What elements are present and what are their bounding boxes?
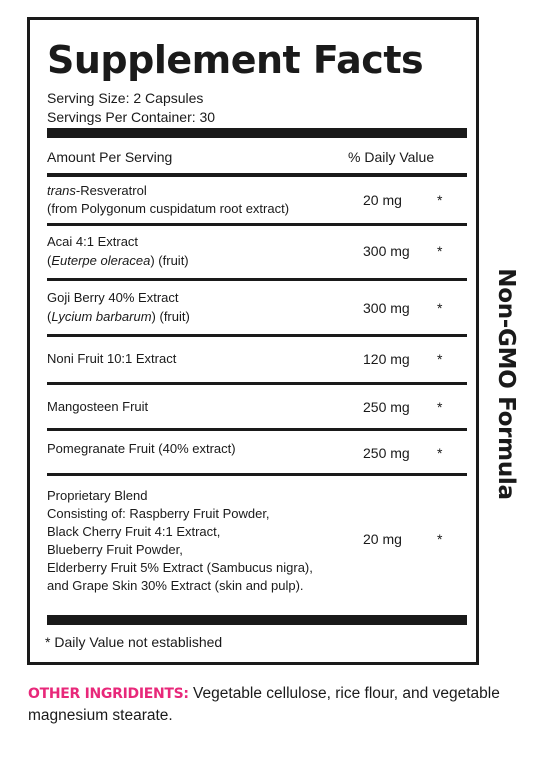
other-ingredients-text: Vegetable cellulose, rice flour, and vegetable magnesium stearate. xyxy=(28,685,500,724)
row-divider xyxy=(47,278,467,281)
ingredient-source: (Euterpe oleracea) (fruit) xyxy=(47,253,189,268)
ingredient-dv: * xyxy=(437,531,443,547)
blend-line: Blueberry Fruit Powder, xyxy=(47,542,183,557)
servings-per-container: Servings Per Container: 30 xyxy=(47,109,216,125)
ingredient-dv: * xyxy=(437,351,443,367)
side-label xyxy=(490,258,522,510)
ingredient-amount: 250 mg xyxy=(363,445,410,461)
ingredient-row xyxy=(47,398,467,422)
header-divider xyxy=(47,173,467,177)
thick-divider xyxy=(47,128,467,138)
ingredient-dv: * xyxy=(437,300,443,316)
ingredient-name: Pomegranate Fruit (40% extract) xyxy=(47,441,236,456)
blend-line: Proprietary Blend xyxy=(47,488,148,503)
ingredient-dv: * xyxy=(437,192,443,208)
ingredient-name: Noni Fruit 10:1 Extract xyxy=(47,351,177,366)
ingredient-name: trans-Resveratrol xyxy=(47,183,147,198)
panel-title: Supplement Facts xyxy=(47,38,424,82)
ingredient-row xyxy=(47,232,467,272)
other-ingredients-label: OTHER INGRIDIENTS: xyxy=(28,686,189,702)
ingredient-row xyxy=(47,181,467,221)
row-divider xyxy=(47,334,467,337)
ingredient-amount: 250 mg xyxy=(363,399,410,415)
ingredient-row xyxy=(47,350,467,374)
ingredient-amount: 20 mg xyxy=(363,192,402,208)
ingredient-dv: * xyxy=(437,445,443,461)
ingredient-amount: 20 mg xyxy=(363,531,402,547)
ingredient-amount: 300 mg xyxy=(363,243,410,259)
ingredient-row xyxy=(47,440,467,464)
row-divider xyxy=(47,382,467,385)
ingredient-row xyxy=(47,487,467,607)
ingredient-amount: 120 mg xyxy=(363,351,410,367)
blend-line: and Grape Skin 30% Extract (skin and pulp). xyxy=(47,578,304,593)
ingredient-name: Mangosteen Fruit xyxy=(47,399,149,414)
footnote: * Daily Value not established xyxy=(45,634,223,650)
blend-line: Elderberry Fruit 5% Extract (Sambucus nigra), xyxy=(47,560,313,575)
other-ingredients xyxy=(28,683,508,726)
ingredient-dv: * xyxy=(437,243,443,259)
ingredient-row xyxy=(47,288,467,328)
non-gmo-label: Non-GMO Formula xyxy=(493,268,519,500)
ingredient-name: Goji Berry 40% Extract xyxy=(47,290,179,305)
amount-per-serving-header: Amount Per Serving xyxy=(47,149,173,165)
ingredient-amount: 300 mg xyxy=(363,300,410,316)
row-divider xyxy=(47,428,467,431)
row-divider xyxy=(47,223,467,226)
ingredient-source: (from Polygonum cuspidatum root extract) xyxy=(47,201,290,216)
row-divider xyxy=(47,473,467,476)
serving-size: Serving Size: 2 Capsules xyxy=(47,90,204,106)
daily-value-header: % Daily Value xyxy=(348,149,435,165)
supplement-facts-panel xyxy=(27,17,479,665)
ingredient-name: Acai 4:1 Extract xyxy=(47,234,139,249)
ingredient-dv: * xyxy=(437,399,443,415)
blend-line: Black Cherry Fruit 4:1 Extract, xyxy=(47,524,221,539)
bottom-thick-divider xyxy=(47,615,467,625)
ingredient-source: (Lycium barbarum) (fruit) xyxy=(47,309,190,324)
blend-line: Consisting of: Raspberry Fruit Powder, xyxy=(47,506,270,521)
